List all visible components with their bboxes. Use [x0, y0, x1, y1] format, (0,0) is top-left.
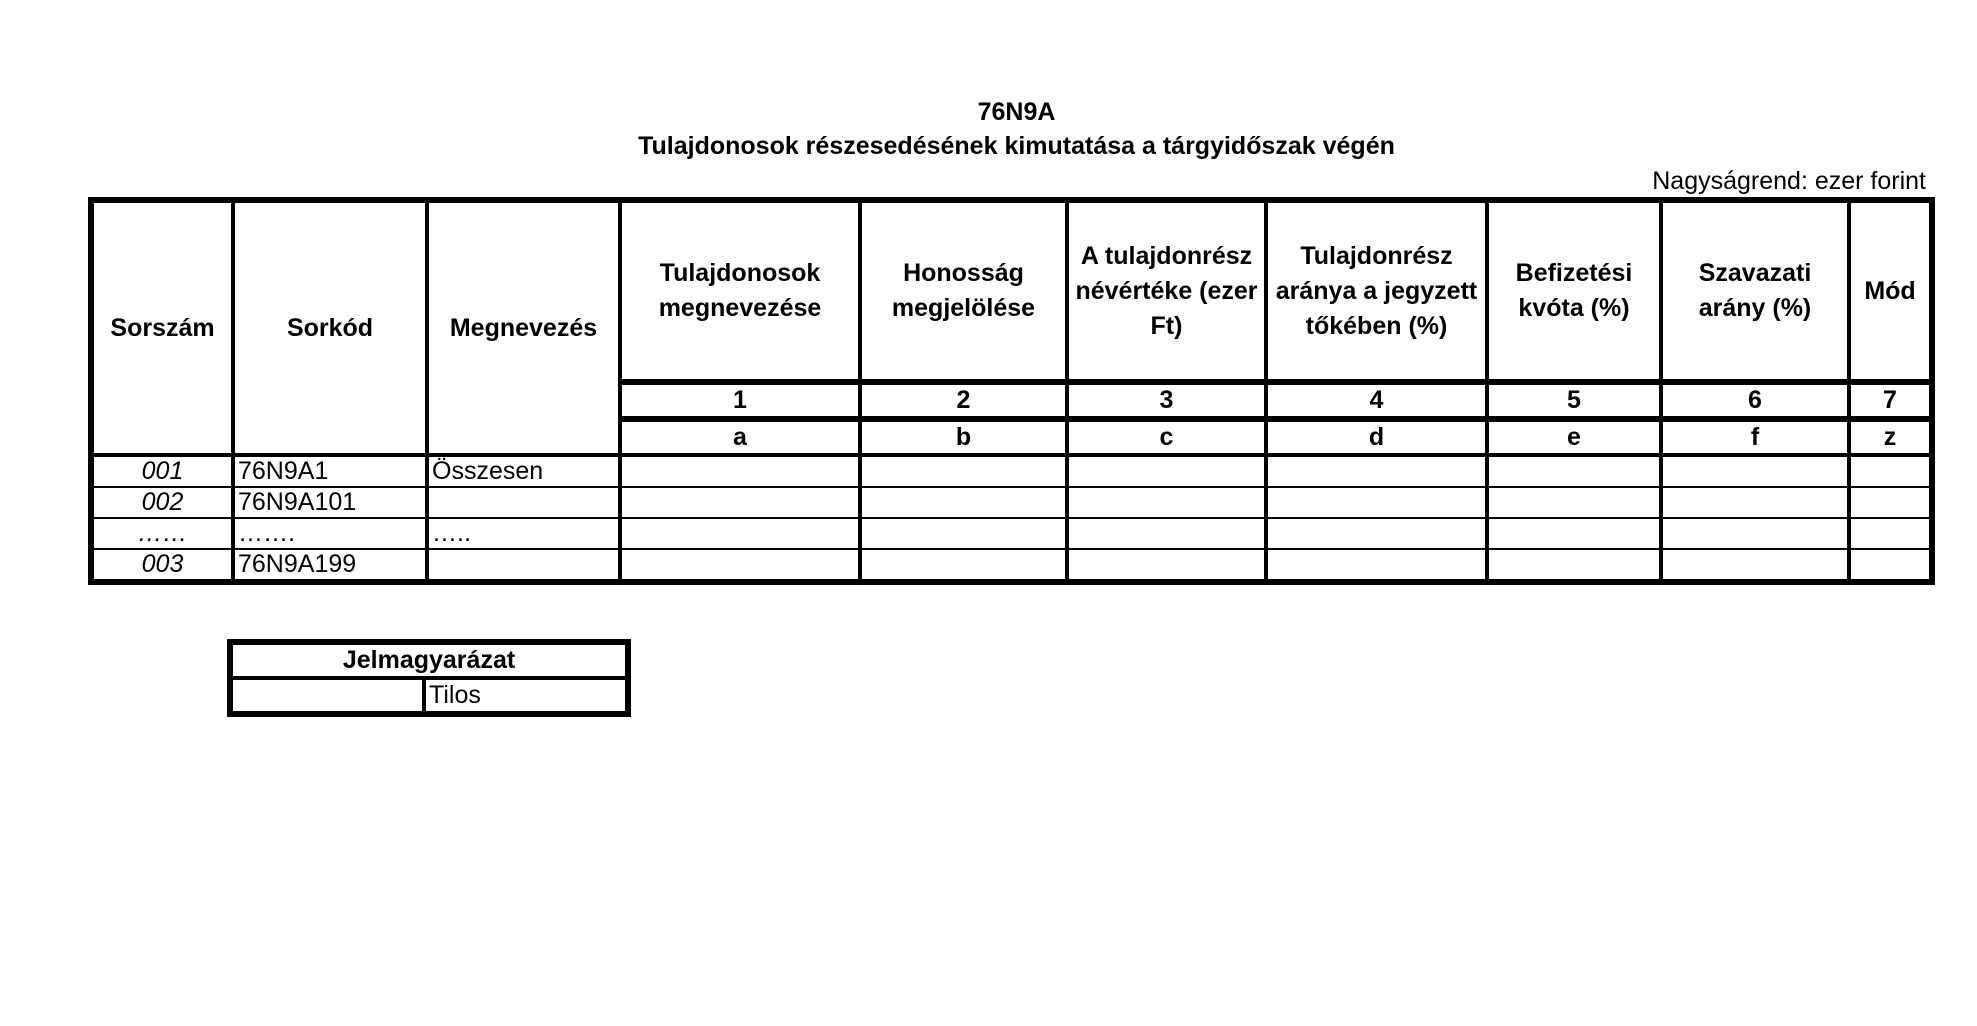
row-sorszam: …… [91, 518, 233, 549]
data-cell[interactable] [1849, 518, 1932, 549]
column-letter: f [1661, 419, 1849, 455]
column-letter: e [1487, 419, 1661, 455]
data-cell[interactable] [1661, 549, 1849, 582]
header-row [91, 200, 1932, 382]
data-cell[interactable] [860, 518, 1067, 549]
header-sorkod: Sorkód [233, 200, 427, 455]
header-owners-name: Tulajdonosok megnevezése [620, 200, 860, 382]
data-cell[interactable] [1067, 549, 1266, 582]
legend-item-label: Tilos [424, 678, 628, 714]
data-cell[interactable] [1487, 487, 1661, 518]
data-cell[interactable] [1661, 487, 1849, 518]
data-cell[interactable] [1849, 487, 1932, 518]
row-megnevezes: Összesen [427, 455, 620, 487]
row-sorkod: 76N9A101 [233, 487, 427, 518]
column-letter: d [1266, 419, 1487, 455]
data-cell[interactable] [1487, 518, 1661, 549]
data-cell[interactable] [620, 518, 860, 549]
header-nationality: Honosság megjelölése [860, 200, 1067, 382]
row-sorkod: ……. [233, 518, 427, 549]
column-number: 6 [1661, 382, 1849, 419]
header-nominal-value: A tulajdonrész névértéke (ezer Ft) [1067, 200, 1266, 382]
document-title: Tulajdonosok részesedésének kimutatása a tárgyidőszak végén [638, 132, 1395, 160]
data-cell[interactable] [1067, 487, 1266, 518]
table-row [91, 518, 1932, 549]
header-mod: Mód [1849, 200, 1932, 382]
data-cell[interactable] [860, 487, 1067, 518]
data-cell[interactable] [1661, 455, 1849, 487]
column-number: 3 [1067, 382, 1266, 419]
data-cell[interactable] [1266, 487, 1487, 518]
header-share-ratio: Tulajdonrész aránya a jegyzett tőkében (%) [1266, 200, 1487, 382]
column-letter: c [1067, 419, 1266, 455]
data-cell[interactable] [1266, 455, 1487, 487]
owners-share-table [88, 197, 1935, 585]
column-number: 2 [860, 382, 1067, 419]
data-cell[interactable] [1266, 518, 1487, 549]
document-code: 76N9A [977, 98, 1056, 126]
row-megnevezes [427, 487, 620, 518]
data-cell[interactable] [1067, 455, 1266, 487]
data-cell[interactable] [860, 455, 1067, 487]
column-number: 5 [1487, 382, 1661, 419]
data-cell[interactable] [1487, 549, 1661, 582]
column-letter: z [1849, 419, 1932, 455]
legend-table [227, 639, 631, 717]
data-cell[interactable] [620, 487, 860, 518]
row-sorkod: 76N9A199 [233, 549, 427, 582]
table-row [91, 549, 1932, 582]
data-cell[interactable] [1067, 518, 1266, 549]
column-number: 4 [1266, 382, 1487, 419]
column-number: 1 [620, 382, 860, 419]
unit-note: Nagyságrend: ezer forint [1652, 167, 1926, 195]
data-cell[interactable] [860, 549, 1067, 582]
row-megnevezes: ….. [427, 518, 620, 549]
data-cell[interactable] [1849, 455, 1932, 487]
header-megnevezes: Megnevezés [427, 200, 620, 455]
row-sorszam: 002 [91, 487, 233, 518]
row-megnevezes [427, 549, 620, 582]
table-row [91, 487, 1932, 518]
legend-swatch [230, 678, 424, 714]
column-letter: b [860, 419, 1067, 455]
data-cell[interactable] [1661, 518, 1849, 549]
column-letter: a [620, 419, 860, 455]
header-payment-quota: Befizetési kvóta (%) [1487, 200, 1661, 382]
data-cell[interactable] [1487, 455, 1661, 487]
table-row [91, 455, 1932, 487]
header-sorszam: Sorszám [91, 200, 233, 455]
data-cell[interactable] [620, 549, 860, 582]
data-cell[interactable] [620, 455, 860, 487]
legend-title: Jelmagyarázat [230, 642, 628, 678]
header-voting-ratio: Szavazati arány (%) [1661, 200, 1849, 382]
column-number: 7 [1849, 382, 1932, 419]
data-cell[interactable] [1849, 549, 1932, 582]
row-sorkod: 76N9A1 [233, 455, 427, 487]
data-cell[interactable] [1266, 549, 1487, 582]
row-sorszam: 003 [91, 549, 233, 582]
row-sorszam: 001 [91, 455, 233, 487]
